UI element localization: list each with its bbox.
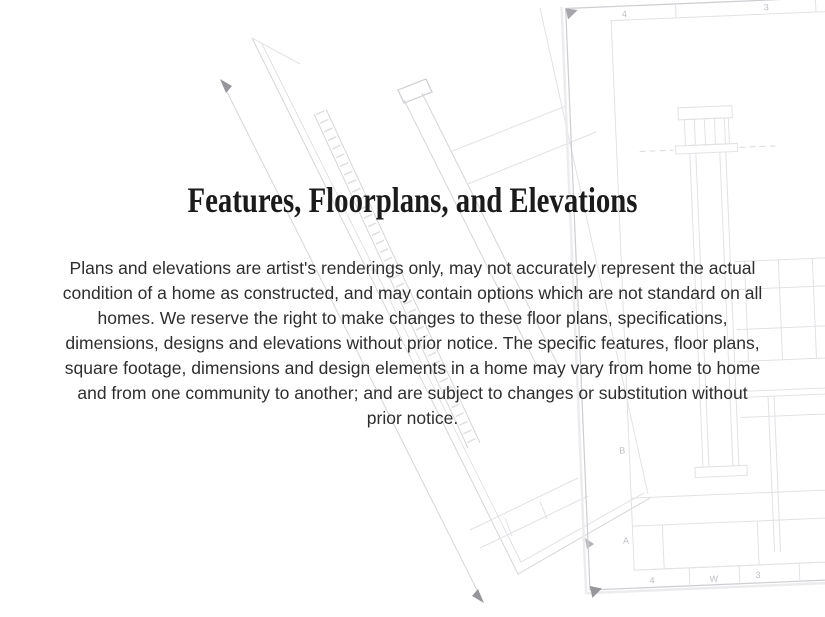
disclaimer-text: Plans and elevations are artist's renderings only, may not accurately represent the actual condition of a home as constructed, and may contain options which are not standard on all homes. We reserve the right to make changes to these floor plans, specifications, dimensions, designs and elevations without prior notice. The specific features, floor plans, square footage, dimensions and design elements in a home may vary from home to home and from one community to another; and are subject to changes or substitution without prior notice.	[62, 258, 763, 428]
zone-label-bottom-3: 3	[755, 569, 761, 581]
zone-label-left-b: B	[618, 445, 626, 456]
zone-label-left-a: A	[622, 535, 630, 546]
page-title: Features, Floorplans, and Elevations	[187, 180, 638, 220]
logo-mark: W	[709, 573, 719, 584]
zone-label-top-3: 3	[763, 2, 769, 13]
zone-label-bottom-4: 4	[649, 575, 655, 586]
zone-label-top-4: 4	[621, 8, 628, 20]
